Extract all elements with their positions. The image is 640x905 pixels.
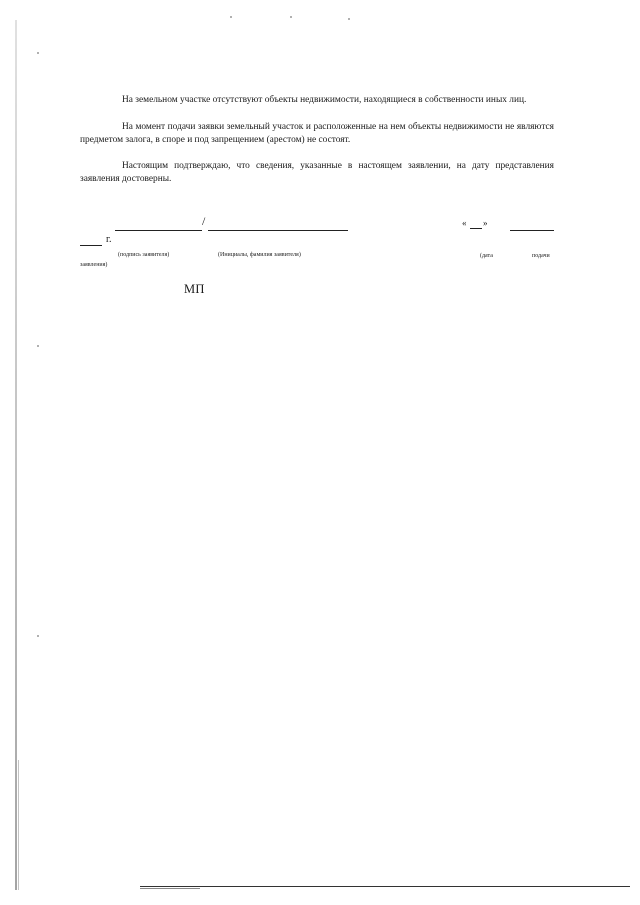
scan-speck xyxy=(290,16,292,18)
paragraph-no-third-party-property: На земельном участке отсутствуют объекты недвижимости, находящиеся в собственности иных лиц. xyxy=(122,95,527,105)
scan-edge-shadow xyxy=(15,20,17,890)
caption-signature: (подпись заявителя) xyxy=(118,252,170,258)
caption-name: (Инициалы, фамилия заявителя) xyxy=(218,252,301,258)
scan-speck xyxy=(348,18,350,20)
signature-separator: / xyxy=(202,214,206,228)
scan-speck xyxy=(37,345,39,347)
name-line xyxy=(208,230,348,231)
date-day-quote-close: » xyxy=(483,218,488,228)
scan-edge-shadow-secondary xyxy=(18,760,19,890)
scan-bottom-edge xyxy=(140,886,630,887)
date-day-quote-open: « xyxy=(462,218,467,228)
caption-date-submission: подачи xyxy=(532,253,550,259)
date-month-line xyxy=(510,230,554,231)
scan-bottom-edge-secondary xyxy=(140,888,200,889)
caption-date-application: заявления) xyxy=(80,262,108,268)
scan-speck xyxy=(37,52,39,54)
year-suffix: г. xyxy=(106,234,112,245)
stamp-placeholder: МП xyxy=(184,282,205,296)
scan-speck xyxy=(37,635,39,637)
signature-line xyxy=(115,230,202,231)
paragraph-no-encumbrance: На момент подачи заявки земельный участок и расположенные на нем объекты недвижимости не являются предметом залога, в споре и под запрещением (арестом) не состоят. xyxy=(80,122,554,145)
date-year-line xyxy=(80,245,102,246)
paragraph-confirmation: Настоящим подтверждаю, что сведения, указанные в настоящем заявлении, на дату представления заявления достоверны. xyxy=(80,161,554,184)
caption-date: (дата xyxy=(480,253,493,259)
scan-speck xyxy=(230,16,232,18)
date-day-line xyxy=(470,228,482,229)
